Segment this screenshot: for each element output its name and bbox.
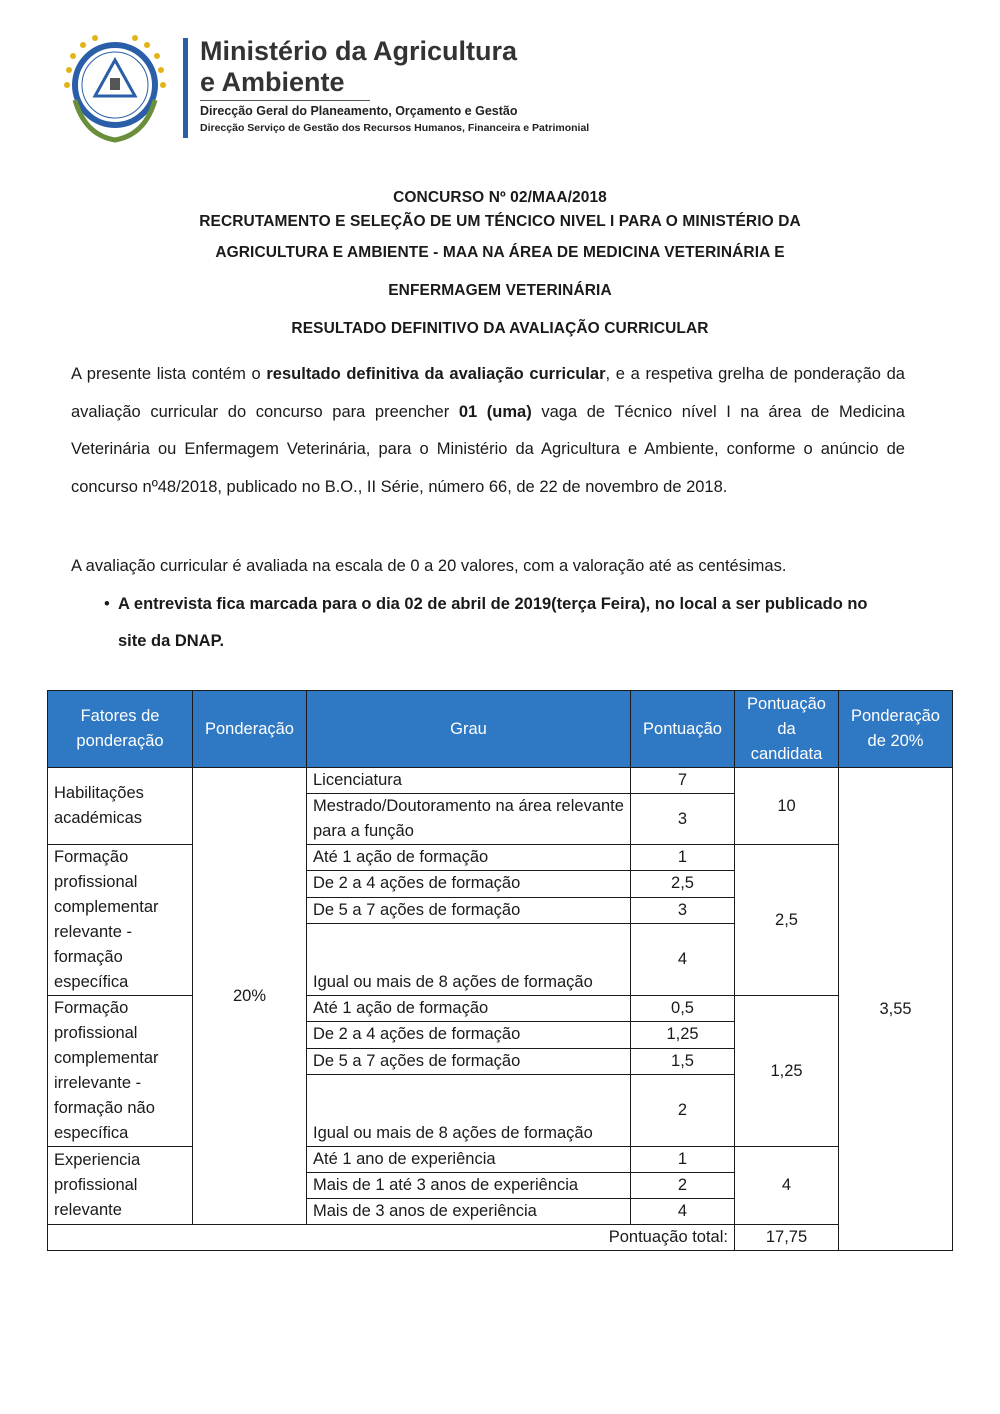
factor-cell: Experiencia profissional relevante — [48, 1147, 193, 1225]
intro-paragraph: A presente lista contém o resultado definitiva da avaliação curricular, e a respetiva grelha de ponderação da avaliação curricular do concurso para preencher 01 (uma) vaga de Técnico nível I na área de Medicina Veterinária ou Enfermagem Veterinária, para o Ministério da Agricultura e Ambiente, conforme o anúncio de concurso nº48/2018, publicado no B.O., II Série, número 66, de 22 de novembro de 2018. — [71, 365, 905, 496]
grade-cell: Licenciatura — [307, 768, 631, 794]
grade-cell: Igual ou mais de 8 ações de formação — [307, 924, 631, 996]
grade-cell: Até 1 ano de experiência — [307, 1147, 631, 1173]
score-cell: 1,5 — [631, 1048, 735, 1074]
score-cell: 2 — [631, 1075, 735, 1147]
grade-cell: Mestrado/Doutoramento na área relevante para a função — [307, 794, 631, 845]
candidate-score-cell: 2,5 — [735, 845, 839, 996]
table-row — [48, 996, 953, 1022]
header-rule — [200, 100, 370, 101]
evaluation-grid — [47, 690, 953, 1251]
header-grade: Grau — [307, 691, 631, 768]
grade-cell: Até 1 ação de formação — [307, 996, 631, 1022]
contest-title-line1: RECRUTAMENTO E SELEÇÃO DE UM TÉNCICO NIVEL I PARA O MINISTÉRIO DA — [199, 213, 801, 230]
factor-cell: Habilitações académicas — [48, 768, 193, 845]
candidate-score-cell: 1,25 — [735, 996, 839, 1147]
score-cell: 2 — [631, 1173, 735, 1199]
header-score: Pontuação — [631, 691, 735, 768]
score-cell: 1 — [631, 845, 735, 871]
header-weighting-20: Ponderação de 20% — [839, 691, 953, 768]
table-row — [48, 845, 953, 871]
header-divider — [183, 38, 188, 138]
grade-cell: Mais de 3 anos de experiência — [307, 1199, 631, 1225]
contest-title-line2: AGRICULTURA E AMBIENTE - MAA NA ÁREA DE MEDICINA VETERINÁRIA E — [215, 244, 785, 261]
candidate-score-cell: 4 — [735, 1147, 839, 1225]
weighted-result-cell: 3,55 — [839, 768, 953, 1251]
contest-number: CONCURSO Nº 02/MAA/2018 — [393, 189, 607, 206]
header-factors: Fatores de ponderação — [48, 691, 193, 768]
score-cell: 0,5 — [631, 996, 735, 1022]
vacancy-count: 01 (uma) — [458, 402, 532, 421]
score-cell: 7 — [631, 768, 735, 794]
grade-cell: Mais de 1 até 3 anos de experiência — [307, 1173, 631, 1199]
score-cell: 1,25 — [631, 1022, 735, 1048]
factor-cell: Formação profissional complementar irrelevante - formação não específica — [48, 996, 193, 1147]
score-cell: 1 — [631, 1147, 735, 1173]
service-name: Direcção Serviço de Gestão dos Recursos Humanos, Financeira e Patrimonial — [200, 122, 590, 134]
total-row — [48, 1225, 953, 1251]
table-row — [48, 1147, 953, 1173]
total-value: 17,75 — [735, 1225, 839, 1251]
factor-cell: Formação profissional complementar relevante - formação específica — [48, 845, 193, 996]
score-cell: 3 — [631, 897, 735, 923]
candidate-score-cell: 10 — [735, 768, 839, 845]
bullet-icon: • — [104, 595, 110, 613]
contest-title-line3: ENFERMAGEM VETERINÁRIA — [388, 282, 612, 299]
weighting-cell: 20% — [193, 768, 307, 1225]
grade-cell: Até 1 ação de formação — [307, 845, 631, 871]
score-cell: 4 — [631, 924, 735, 996]
score-cell: 4 — [631, 1199, 735, 1225]
letterhead — [55, 30, 655, 150]
score-cell: 2,5 — [631, 871, 735, 897]
grade-cell: De 5 a 7 ações de formação — [307, 1048, 631, 1074]
interview-notice: • A entrevista fica marcada para o dia 02 de abril de 2019(terça Feira), no local a ser publicado no site da DNAP. — [118, 586, 878, 660]
header-candidate-score: Pontuação da candidata — [735, 691, 839, 768]
directorate-name: Direcção Geral do Planeamento, Orçamento e Gestão — [200, 104, 518, 118]
table-header-row — [48, 691, 953, 768]
result-title: RESULTADO DEFINITIVO DA AVALIAÇÃO CURRICULAR — [291, 320, 709, 337]
grade-cell: De 2 a 4 ações de formação — [307, 1022, 631, 1048]
grade-cell: Igual ou mais de 8 ações de formação — [307, 1075, 631, 1147]
grade-cell: De 5 a 7 ações de formação — [307, 897, 631, 923]
document-titles — [60, 186, 940, 348]
result-highlight: resultado definitiva da avaliação curricular — [266, 365, 606, 383]
scale-paragraph: A avaliação curricular é avaliada na escala de 0 a 20 valores, com a valoração até as centésimas. — [71, 557, 787, 575]
ministry-name: Ministério da Agricultura e Ambiente — [200, 36, 518, 97]
coat-of-arms-emblem-icon — [55, 30, 175, 150]
total-label: Pontuação total: — [48, 1225, 735, 1251]
score-cell: 3 — [631, 794, 735, 845]
grade-cell: De 2 a 4 ações de formação — [307, 871, 631, 897]
table-row — [48, 768, 953, 794]
header-weighting: Ponderação — [193, 691, 307, 768]
